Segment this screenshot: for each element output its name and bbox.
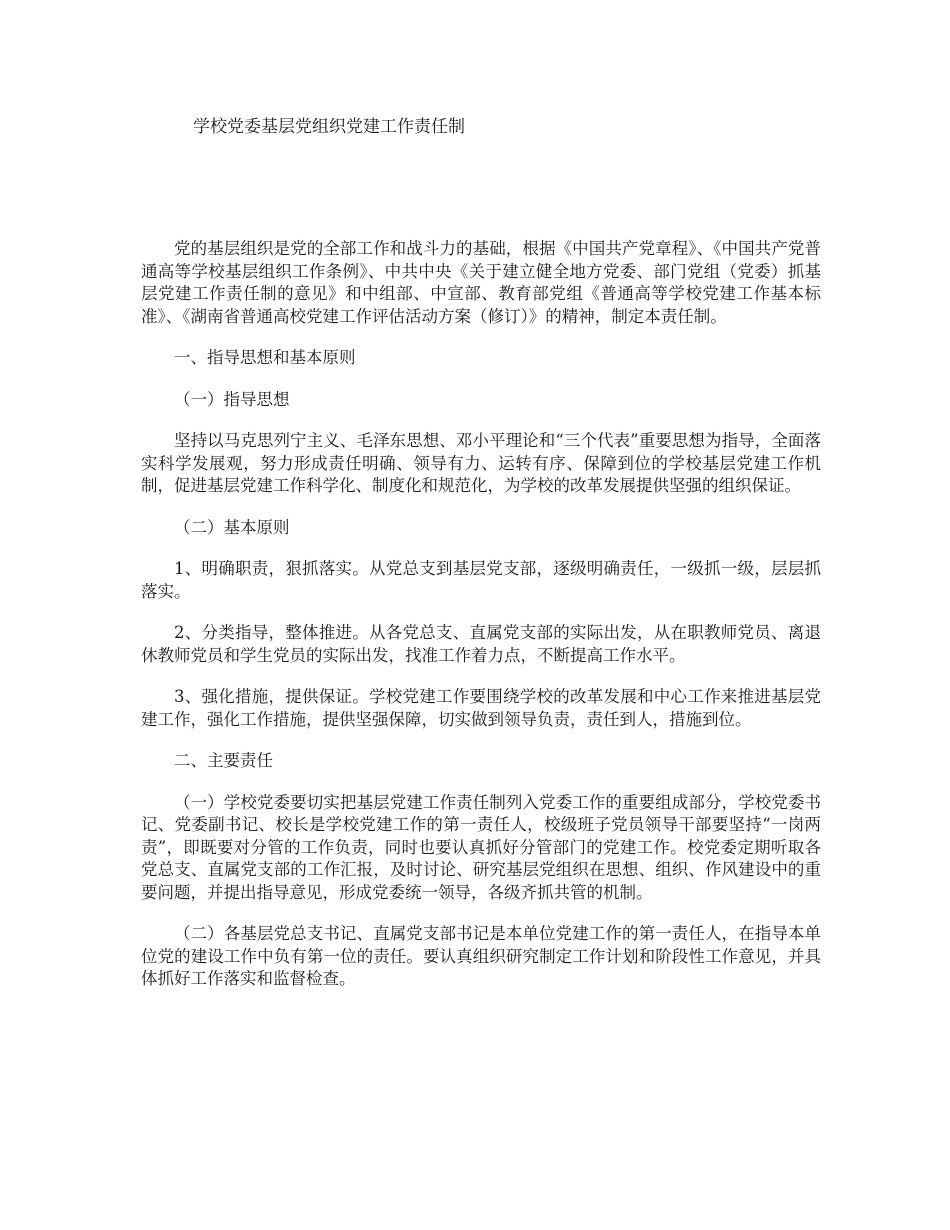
subsection-heading-principles: （二）基本原则 [174,517,290,537]
guiding-thought-paragraph: 坚持以马克思列宁主义、毛泽东思想、邓小平理论和“三个代表”重要思想为指导，全面落实科学发展观，努力形成责任明确、领导有力、运转有序、保障到位的学校基层党建工作机制，促进基层党建工作科学化、制度化和规范化，为学校的改革发展提供坚强的组织保证。 [141,431,821,495]
principle-3-paragraph: 3、强化措施，提供保证。学校党建工作要围绕学校的改革发展和中心工作来推进基层党建工作，强化工作措施，提供坚强保障，切实做到领导负责，责任到人，措施到位。 [141,687,821,729]
principle-1-paragraph: 1、明确职责，狠抓落实。从党总支到基层党支部，逐级明确责任，一级抓一级，层层抓落实。 [141,559,821,601]
section-heading-2: 二、主要责任 [174,751,273,770]
principle-2-paragraph: 2、分类指导，整体推进。从各党总支、直属党支部的实际出发，从在职教师党员、离退休教师党员和学生党员的实际出发，找准工作着力点，不断提高工作水平。 [141,623,821,665]
subsection-heading-guiding-thought: （一）指导思想 [174,389,290,409]
section-heading-1: 一、指导思想和基本原则 [174,348,356,367]
document-title: 学校党委基层党组织党建工作责任制 [193,117,465,137]
document-body [141,238,821,1010]
responsibility-2-paragraph: （二）各基层党总支书记、直属党支部书记是本单位党建工作的第一责任人，在指导本单位党的建设工作中负有第一位的责任。要认真组织研究制定工作计划和阶段性工作意见，并具体抓好工作落实和监督检查。 [141,924,821,988]
responsibility-1-paragraph: （一）学校党委要切实把基层党建工作责任制列入党委工作的重要组成部分，学校党委书记、党委副书记、校长是学校党建工作的第一责任人，校级班子党员领导干部要坚持“一岗两责”，即既要对分管的工作负责，同时也要认真抓好分管部门的党建工作。校党委定期听取各党总支、直属党支部的工作汇报，及时讨论、研究基层党组织在思想、组织、作风建设中的重要问题，并提出指导意见，形成党委统一领导，各级齐抓共管的机制。 [141,792,821,902]
intro-paragraph: 党的基层组织是党的全部工作和战斗力的基础，根据《中国共产党章程》、《中国共产党普通高等学校基层组织工作条例》、中共中央《关于建立健全地方党委、部门党组（党委）抓基层党建工作责任制的意见》和中组部、中宣部、教育部党组《普通高等学校党建工作基本标准》、《湖南省普通高校党建工作评估活动方案（修订）》的精神，制定本责任制。 [141,239,821,326]
